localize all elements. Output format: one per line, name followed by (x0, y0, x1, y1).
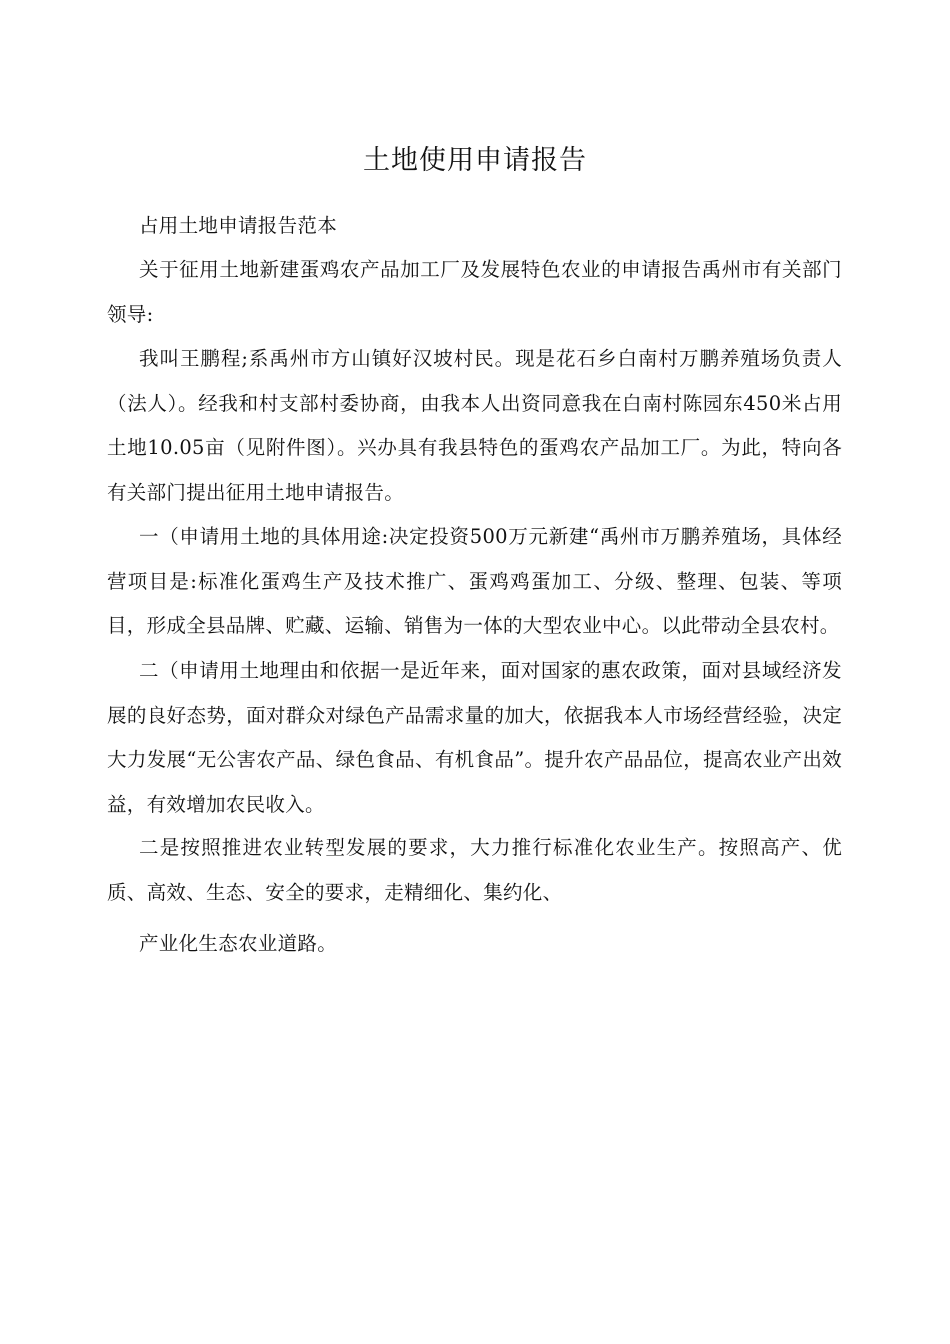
paragraph-land-use-purpose: 一（申请用土地的具体用途:决定投资500万元新建“禹州市万鹏养殖场，具体经营项目是:标准化蛋鸡生产及技术推广、蛋鸡鸡蛋加工、分级、整理、包装、等项目，形成全县品牌、贮藏、运输、销售为一体的大型农业中心。以此带动全县农村。 (107, 525, 842, 637)
paragraph-introduction: 我叫王鹏程;系禹州市方山镇好汉坡村民。现是花石乡白南村万鹏养殖场负责人（法人）。经我和村支部村委协商，由我本人出资同意我在白南村陈园东450米占用土地10.05亩（见附件图）。兴办具有我县特色的蛋鸡农产品加工厂。为此，特向各有关部门提出征用土地申请报告。 (107, 347, 842, 504)
document-title: 土地使用申请报告 (363, 145, 587, 176)
paragraph-addressee: 关于征用土地新建蛋鸡农产品加工厂及发展特色农业的申请报告禹州市有关部门领导: (107, 258, 842, 326)
paragraph-subtitle: 占用土地申请报告范本 (139, 214, 338, 237)
paragraph-conclusion: 产业化生态农业道路。 (139, 932, 338, 955)
paragraph-reason-two: 二是按照推进农业转型发展的要求，大力推行标准化农业生产。按照高产、优质、高效、生态、安全的要求，走精细化、集约化、 (107, 836, 842, 904)
paragraph-reason-one: 二（申请用土地理由和依据一是近年来，面对国家的惠农政策，面对县域经济发展的良好态势，面对群众对绿色产品需求量的加大，依据我本人市场经营经验，决定大力发展“无公害农产品、绿色食品、有机食品”。提升农产品品位，提高农业产出效益，有效增加农民收入。 (107, 659, 842, 816)
